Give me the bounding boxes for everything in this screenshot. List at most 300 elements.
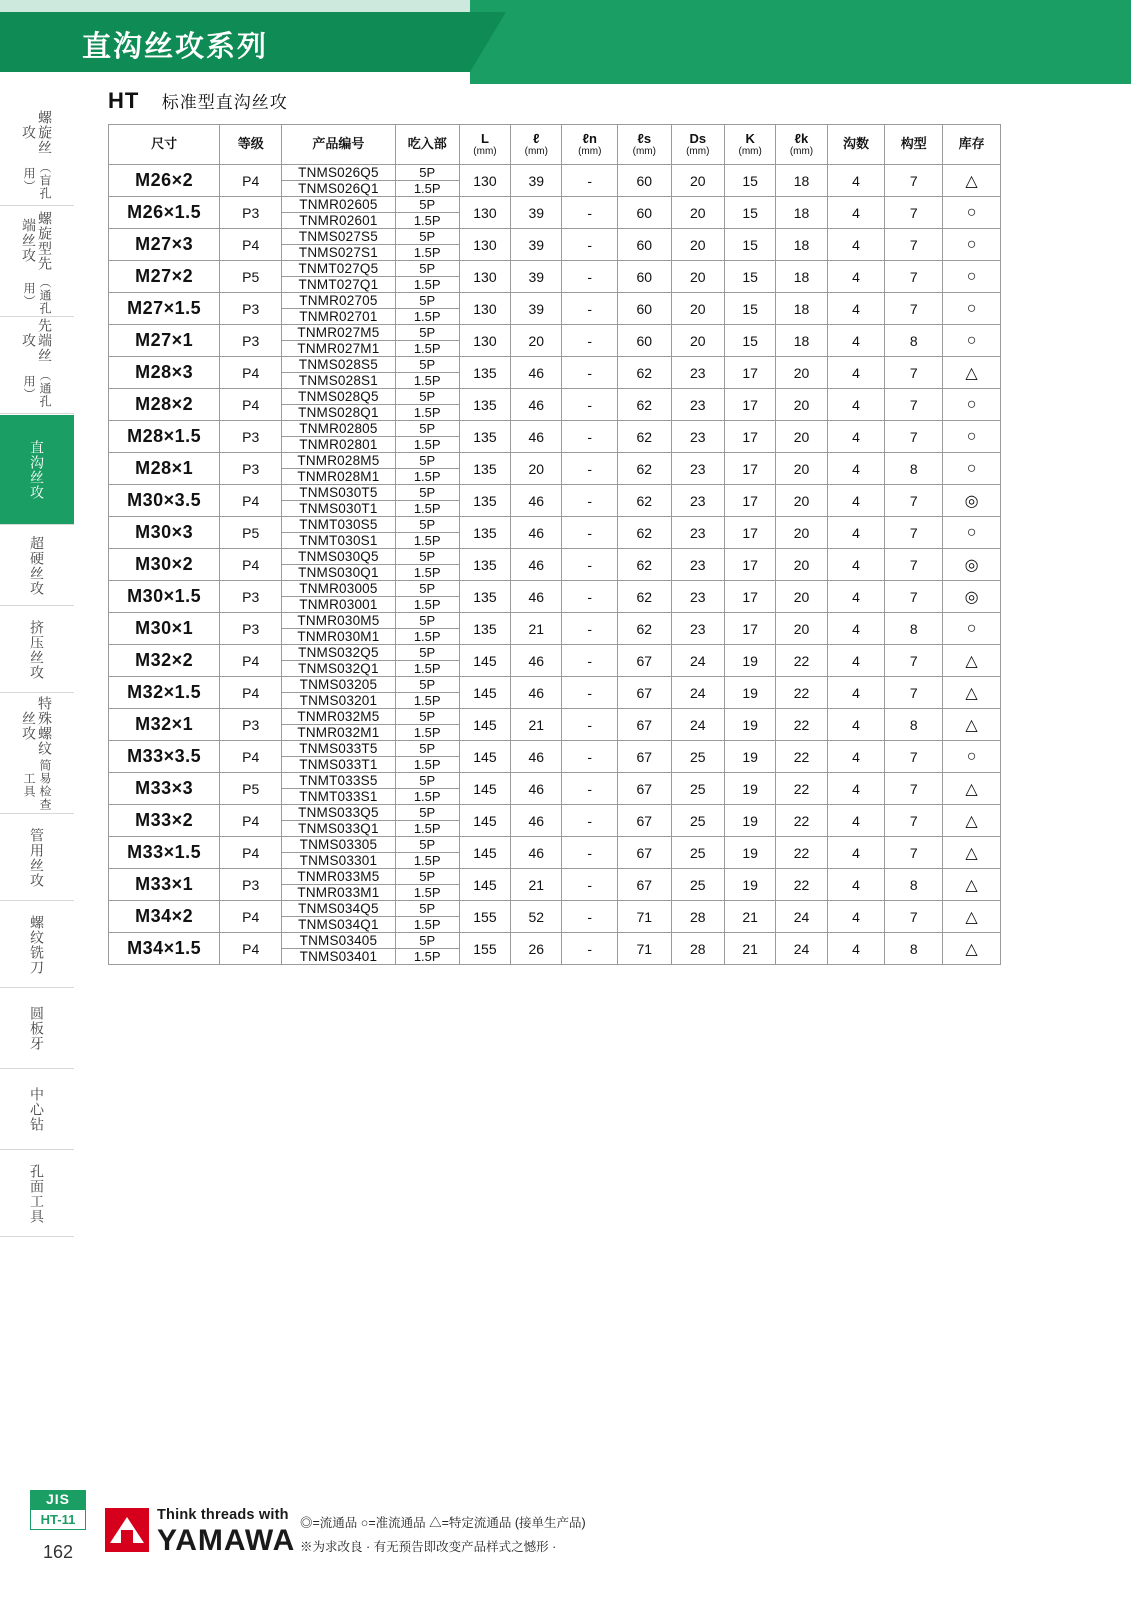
- cell-ds: 24: [671, 677, 724, 709]
- cell-ds: 23: [671, 357, 724, 389]
- cell-stock: △: [943, 677, 1001, 709]
- cell-ls: 67: [618, 773, 671, 805]
- cell-ls: 62: [618, 357, 671, 389]
- table-row: [109, 197, 1001, 213]
- cell-stock: ◎: [943, 485, 1001, 517]
- table-row: [109, 357, 1001, 373]
- cell-k: 19: [724, 677, 775, 709]
- cell-ln: -: [562, 645, 618, 677]
- cell-chamfer: 1.5P: [395, 469, 459, 485]
- cell-little-l: 39: [511, 165, 562, 197]
- sidebar-item-4[interactable]: [0, 526, 74, 606]
- table-row: [109, 613, 1001, 629]
- cell-shape: 8: [885, 325, 943, 357]
- page-footer: [0, 1490, 1131, 1600]
- cell-code: TNMR027M5: [282, 325, 395, 341]
- cell-code: TNMS027S1: [282, 245, 395, 261]
- cell-code: TNMS03301: [282, 853, 395, 869]
- cell-chamfer: 1.5P: [395, 725, 459, 741]
- sidebar-item-3[interactable]: [0, 415, 74, 525]
- cell-k: 19: [724, 805, 775, 837]
- cell-code: TNMT027Q5: [282, 261, 395, 277]
- cell-l: 135: [459, 549, 510, 581]
- category-sidebar: [0, 110, 74, 1480]
- cell-shape: 7: [885, 677, 943, 709]
- cell-k: 19: [724, 741, 775, 773]
- cell-shape: 7: [885, 645, 943, 677]
- cell-k: 15: [724, 197, 775, 229]
- cell-ds: 20: [671, 325, 724, 357]
- table-row: [109, 581, 1001, 597]
- cell-lk: 20: [776, 389, 827, 421]
- cell-code: TNMS028Q1: [282, 405, 395, 421]
- cell-lk: 22: [776, 805, 827, 837]
- cell-chamfer: 5P: [395, 389, 459, 405]
- cell-shape: 7: [885, 805, 943, 837]
- cell-chamfer: 5P: [395, 549, 459, 565]
- brand-tagline: Think threads with: [157, 1507, 289, 1523]
- cell-stock: ○: [943, 325, 1001, 357]
- cell-lk: 20: [776, 581, 827, 613]
- cell-stock: △: [943, 165, 1001, 197]
- cell-little-l: 21: [511, 709, 562, 741]
- cell-grade: P4: [220, 389, 282, 421]
- legend-line-2: ※为求改良 · 有无预告即改变产品样式之憾形 ·: [300, 1539, 557, 1554]
- cell-chamfer: 1.5P: [395, 757, 459, 773]
- cell-k: 21: [724, 901, 775, 933]
- table-row: [109, 453, 1001, 469]
- cell-code: TNMS03305: [282, 837, 395, 853]
- page-title: 直沟丝攻系列: [82, 31, 269, 63]
- cell-little-l: 52: [511, 901, 562, 933]
- cell-ln: -: [562, 869, 618, 901]
- cell-grade: P4: [220, 901, 282, 933]
- cell-size: M30×1.5: [109, 581, 220, 613]
- series-description: 标准型直沟丝攻: [161, 93, 288, 112]
- cell-flutes: 4: [827, 613, 885, 645]
- cell-ds: 25: [671, 837, 724, 869]
- cell-chamfer: 1.5P: [395, 341, 459, 357]
- col-l: L (mm): [459, 125, 510, 165]
- sidebar-item-label: 先端丝攻: [21, 318, 53, 364]
- cell-lk: 20: [776, 517, 827, 549]
- page-code: HT-11: [30, 1509, 86, 1530]
- table-row: [109, 165, 1001, 181]
- cell-chamfer: 5P: [395, 261, 459, 277]
- cell-chamfer: 1.5P: [395, 693, 459, 709]
- cell-lk: 22: [776, 837, 827, 869]
- cell-chamfer: 1.5P: [395, 245, 459, 261]
- sidebar-item-6[interactable]: [0, 694, 74, 814]
- cell-l: 145: [459, 837, 510, 869]
- cell-ln: -: [562, 293, 618, 325]
- cell-k: 19: [724, 869, 775, 901]
- cell-chamfer: 1.5P: [395, 789, 459, 805]
- cell-chamfer: 5P: [395, 581, 459, 597]
- cell-lk: 22: [776, 709, 827, 741]
- cell-stock: △: [943, 773, 1001, 805]
- sidebar-item-label: 螺旋型先端丝攻: [21, 210, 53, 271]
- cell-k: 17: [724, 389, 775, 421]
- cell-ds: 25: [671, 869, 724, 901]
- col-little-l: ℓ (mm): [511, 125, 562, 165]
- cell-stock: △: [943, 837, 1001, 869]
- cell-grade: P4: [220, 165, 282, 197]
- cell-chamfer: 5P: [395, 197, 459, 213]
- sidebar-item-label: 直沟丝攻: [29, 439, 45, 500]
- cell-code: TNMS028S5: [282, 357, 395, 373]
- cell-code: TNMR02601: [282, 213, 395, 229]
- cell-code: TNMT027Q1: [282, 277, 395, 293]
- sidebar-item-8[interactable]: [0, 902, 74, 988]
- cell-l: 130: [459, 197, 510, 229]
- cell-size: M28×1.5: [109, 421, 220, 453]
- cell-code: TNMR03001: [282, 597, 395, 613]
- sidebar-item-label: 螺纹铣刀: [29, 914, 45, 975]
- cell-little-l: 39: [511, 293, 562, 325]
- cell-flutes: 4: [827, 741, 885, 773]
- cell-shape: 8: [885, 613, 943, 645]
- cell-code: TNMR02705: [282, 293, 395, 309]
- cell-code: TNMS026Q1: [282, 181, 395, 197]
- sidebar-item-sublabel: 简易检查工具: [22, 759, 52, 812]
- cell-code: TNMS028S1: [282, 373, 395, 389]
- cell-chamfer: 5P: [395, 485, 459, 501]
- cell-l: 145: [459, 645, 510, 677]
- cell-size: M33×3: [109, 773, 220, 805]
- cell-chamfer: 1.5P: [395, 661, 459, 677]
- cell-shape: 7: [885, 293, 943, 325]
- series-code: HT: [108, 88, 140, 113]
- sidebar-item-9[interactable]: [0, 989, 74, 1069]
- cell-ls: 62: [618, 581, 671, 613]
- cell-stock: ○: [943, 261, 1001, 293]
- cell-flutes: 4: [827, 389, 885, 421]
- cell-size: M28×2: [109, 389, 220, 421]
- cell-little-l: 46: [511, 677, 562, 709]
- cell-l: 130: [459, 261, 510, 293]
- sidebar-item-label: 圆板牙: [29, 1006, 45, 1051]
- cell-grade: P4: [220, 549, 282, 581]
- cell-grade: P3: [220, 197, 282, 229]
- cell-size: M27×1.5: [109, 293, 220, 325]
- sidebar-item-label: 中心钻: [29, 1087, 45, 1132]
- cell-stock: ○: [943, 517, 1001, 549]
- cell-size: M32×1: [109, 709, 220, 741]
- cell-little-l: 46: [511, 741, 562, 773]
- cell-lk: 22: [776, 741, 827, 773]
- cell-shape: 7: [885, 837, 943, 869]
- cell-stock: △: [943, 645, 1001, 677]
- cell-size: M27×2: [109, 261, 220, 293]
- cell-l: 135: [459, 581, 510, 613]
- page-header: [0, 0, 1131, 84]
- table-row: [109, 805, 1001, 821]
- cell-ln: -: [562, 677, 618, 709]
- cell-shape: 7: [885, 741, 943, 773]
- cell-shape: 7: [885, 517, 943, 549]
- cell-flutes: 4: [827, 325, 885, 357]
- cell-shape: 7: [885, 197, 943, 229]
- cell-lk: 20: [776, 357, 827, 389]
- cell-chamfer: 1.5P: [395, 597, 459, 613]
- cell-chamfer: 5P: [395, 869, 459, 885]
- cell-k: 17: [724, 549, 775, 581]
- cell-flutes: 4: [827, 517, 885, 549]
- cell-ls: 71: [618, 901, 671, 933]
- cell-l: 135: [459, 453, 510, 485]
- cell-chamfer: 1.5P: [395, 629, 459, 645]
- cell-ds: 23: [671, 549, 724, 581]
- cell-l: 135: [459, 357, 510, 389]
- cell-ls: 67: [618, 709, 671, 741]
- sidebar-item-10[interactable]: [0, 1070, 74, 1150]
- cell-l: 130: [459, 293, 510, 325]
- cell-stock: ○: [943, 389, 1001, 421]
- sidebar-item-label: 管用丝攻: [29, 827, 45, 888]
- cell-k: 15: [724, 325, 775, 357]
- cell-chamfer: 1.5P: [395, 437, 459, 453]
- cell-ls: 67: [618, 837, 671, 869]
- cell-little-l: 21: [511, 613, 562, 645]
- cell-ln: -: [562, 517, 618, 549]
- cell-l: 145: [459, 709, 510, 741]
- table-row: [109, 837, 1001, 853]
- sidebar-item-0[interactable]: [0, 110, 74, 206]
- cell-flutes: 4: [827, 645, 885, 677]
- cell-ls: 62: [618, 517, 671, 549]
- cell-grade: P4: [220, 933, 282, 965]
- cell-chamfer: 5P: [395, 645, 459, 661]
- cell-code: TNMR032M1: [282, 725, 395, 741]
- cell-stock: ○: [943, 741, 1001, 773]
- cell-lk: 22: [776, 677, 827, 709]
- cell-l: 135: [459, 485, 510, 517]
- cell-ln: -: [562, 325, 618, 357]
- cell-stock: △: [943, 933, 1001, 965]
- cell-shape: 7: [885, 261, 943, 293]
- cell-code: TNMS030Q5: [282, 549, 395, 565]
- cell-little-l: 20: [511, 325, 562, 357]
- col-shape: 构型: [885, 125, 943, 165]
- cell-ds: 20: [671, 165, 724, 197]
- cell-size: M27×3: [109, 229, 220, 261]
- cell-chamfer: 1.5P: [395, 277, 459, 293]
- legend-line-1: ◎=流通品 ○=准流通品 △=特定流通品 (接单生产品): [300, 1516, 586, 1530]
- cell-size: M30×3.5: [109, 485, 220, 517]
- cell-size: M33×1.5: [109, 837, 220, 869]
- cell-ds: 23: [671, 517, 724, 549]
- cell-shape: 7: [885, 901, 943, 933]
- cell-ln: -: [562, 549, 618, 581]
- sidebar-item-7[interactable]: [0, 815, 74, 901]
- cell-lk: 24: [776, 901, 827, 933]
- col-ds: Ds (mm): [671, 125, 724, 165]
- cell-shape: 7: [885, 485, 943, 517]
- cell-lk: 18: [776, 165, 827, 197]
- cell-chamfer: 1.5P: [395, 949, 459, 965]
- cell-chamfer: 1.5P: [395, 309, 459, 325]
- yamawa-mark-icon: [105, 1508, 149, 1552]
- cell-code: TNMT033S1: [282, 789, 395, 805]
- cell-little-l: 39: [511, 229, 562, 261]
- cell-ln: -: [562, 485, 618, 517]
- sidebar-item-1[interactable]: [0, 207, 74, 317]
- cell-grade: P3: [220, 453, 282, 485]
- cell-ln: -: [562, 837, 618, 869]
- cell-l: 130: [459, 325, 510, 357]
- cell-ls: 62: [618, 453, 671, 485]
- cell-shape: 7: [885, 229, 943, 261]
- cell-little-l: 26: [511, 933, 562, 965]
- cell-shape: 7: [885, 357, 943, 389]
- cell-ln: -: [562, 613, 618, 645]
- table-row: [109, 933, 1001, 949]
- cell-little-l: 21: [511, 869, 562, 901]
- cell-ls: 62: [618, 421, 671, 453]
- cell-code: TNMS030Q1: [282, 565, 395, 581]
- cell-chamfer: 5P: [395, 805, 459, 821]
- col-k: K (mm): [724, 125, 775, 165]
- col-size: 尺寸: [109, 125, 220, 165]
- cell-flutes: 4: [827, 709, 885, 741]
- table-row: [109, 869, 1001, 885]
- cell-size: M30×3: [109, 517, 220, 549]
- cell-size: M28×1: [109, 453, 220, 485]
- cell-k: 19: [724, 709, 775, 741]
- cell-code: TNMR02605: [282, 197, 395, 213]
- cell-size: M32×2: [109, 645, 220, 677]
- cell-shape: 8: [885, 933, 943, 965]
- cell-chamfer: 5P: [395, 325, 459, 341]
- table-row: [109, 421, 1001, 437]
- header-row: [109, 125, 1001, 165]
- cell-ln: -: [562, 421, 618, 453]
- cell-flutes: 4: [827, 549, 885, 581]
- sidebar-item-label: 超硬丝攻: [29, 535, 45, 596]
- cell-lk: 20: [776, 453, 827, 485]
- cell-ds: 23: [671, 485, 724, 517]
- cell-k: 21: [724, 933, 775, 965]
- cell-ds: 23: [671, 389, 724, 421]
- cell-little-l: 20: [511, 453, 562, 485]
- cell-code: TNMS033T1: [282, 757, 395, 773]
- stock-legend: [300, 1512, 586, 1560]
- cell-k: 15: [724, 293, 775, 325]
- table-row: [109, 389, 1001, 405]
- cell-shape: 7: [885, 389, 943, 421]
- cell-l: 145: [459, 677, 510, 709]
- cell-ds: 23: [671, 581, 724, 613]
- cell-chamfer: 1.5P: [395, 213, 459, 229]
- cell-shape: 7: [885, 165, 943, 197]
- cell-flutes: 4: [827, 293, 885, 325]
- cell-ls: 60: [618, 229, 671, 261]
- cell-l: 155: [459, 933, 510, 965]
- cell-l: 145: [459, 869, 510, 901]
- sidebar-item-11[interactable]: [0, 1151, 74, 1237]
- cell-code: TNMR02801: [282, 437, 395, 453]
- cell-ds: 20: [671, 197, 724, 229]
- cell-ln: -: [562, 261, 618, 293]
- cell-code: TNMS028Q5: [282, 389, 395, 405]
- cell-k: 17: [724, 581, 775, 613]
- cell-chamfer: 5P: [395, 165, 459, 181]
- cell-stock: △: [943, 805, 1001, 837]
- cell-flutes: 4: [827, 837, 885, 869]
- cell-chamfer: 1.5P: [395, 853, 459, 869]
- sidebar-item-5[interactable]: [0, 607, 74, 693]
- cell-ln: -: [562, 901, 618, 933]
- cell-code: TNMR033M5: [282, 869, 395, 885]
- brand-name: YAMAWA: [157, 1523, 296, 1557]
- cell-chamfer: 1.5P: [395, 405, 459, 421]
- cell-k: 15: [724, 261, 775, 293]
- cell-grade: P3: [220, 613, 282, 645]
- sidebar-item-2[interactable]: [0, 318, 74, 414]
- cell-flutes: 4: [827, 453, 885, 485]
- cell-k: 15: [724, 229, 775, 261]
- cell-stock: ○: [943, 421, 1001, 453]
- page-number: 162: [42, 1542, 74, 1562]
- cell-code: TNMR032M5: [282, 709, 395, 725]
- cell-k: 17: [724, 421, 775, 453]
- table-row: [109, 677, 1001, 693]
- cell-lk: 24: [776, 933, 827, 965]
- cell-flutes: 4: [827, 933, 885, 965]
- cell-lk: 22: [776, 773, 827, 805]
- cell-l: 135: [459, 389, 510, 421]
- cell-size: M33×3.5: [109, 741, 220, 773]
- cell-chamfer: 5P: [395, 901, 459, 917]
- cell-shape: 8: [885, 869, 943, 901]
- cell-grade: P5: [220, 773, 282, 805]
- col-stock: 库存: [943, 125, 1001, 165]
- cell-flutes: 4: [827, 773, 885, 805]
- cell-grade: P4: [220, 357, 282, 389]
- cell-chamfer: 1.5P: [395, 821, 459, 837]
- sidebar-item-label: 挤压丝攻: [29, 619, 45, 680]
- cell-ls: 67: [618, 741, 671, 773]
- cell-ls: 60: [618, 325, 671, 357]
- cell-l: 135: [459, 517, 510, 549]
- series-label: [108, 88, 288, 114]
- cell-l: 135: [459, 613, 510, 645]
- cell-flutes: 4: [827, 261, 885, 293]
- cell-k: 17: [724, 453, 775, 485]
- cell-code: TNMS03405: [282, 933, 395, 949]
- cell-chamfer: 5P: [395, 773, 459, 789]
- cell-little-l: 46: [511, 549, 562, 581]
- cell-grade: P4: [220, 805, 282, 837]
- cell-code: TNMS033Q1: [282, 821, 395, 837]
- cell-flutes: 4: [827, 869, 885, 901]
- cell-ls: 67: [618, 805, 671, 837]
- cell-flutes: 4: [827, 165, 885, 197]
- cell-grade: P3: [220, 421, 282, 453]
- cell-little-l: 46: [511, 645, 562, 677]
- table-row: [109, 709, 1001, 725]
- cell-shape: 7: [885, 421, 943, 453]
- cell-lk: 18: [776, 293, 827, 325]
- jis-badge: [30, 1490, 86, 1530]
- cell-ls: 62: [618, 613, 671, 645]
- table-row: [109, 229, 1001, 245]
- cell-k: 17: [724, 485, 775, 517]
- cell-l: 130: [459, 229, 510, 261]
- cell-chamfer: 1.5P: [395, 917, 459, 933]
- cell-code: TNMR028M1: [282, 469, 395, 485]
